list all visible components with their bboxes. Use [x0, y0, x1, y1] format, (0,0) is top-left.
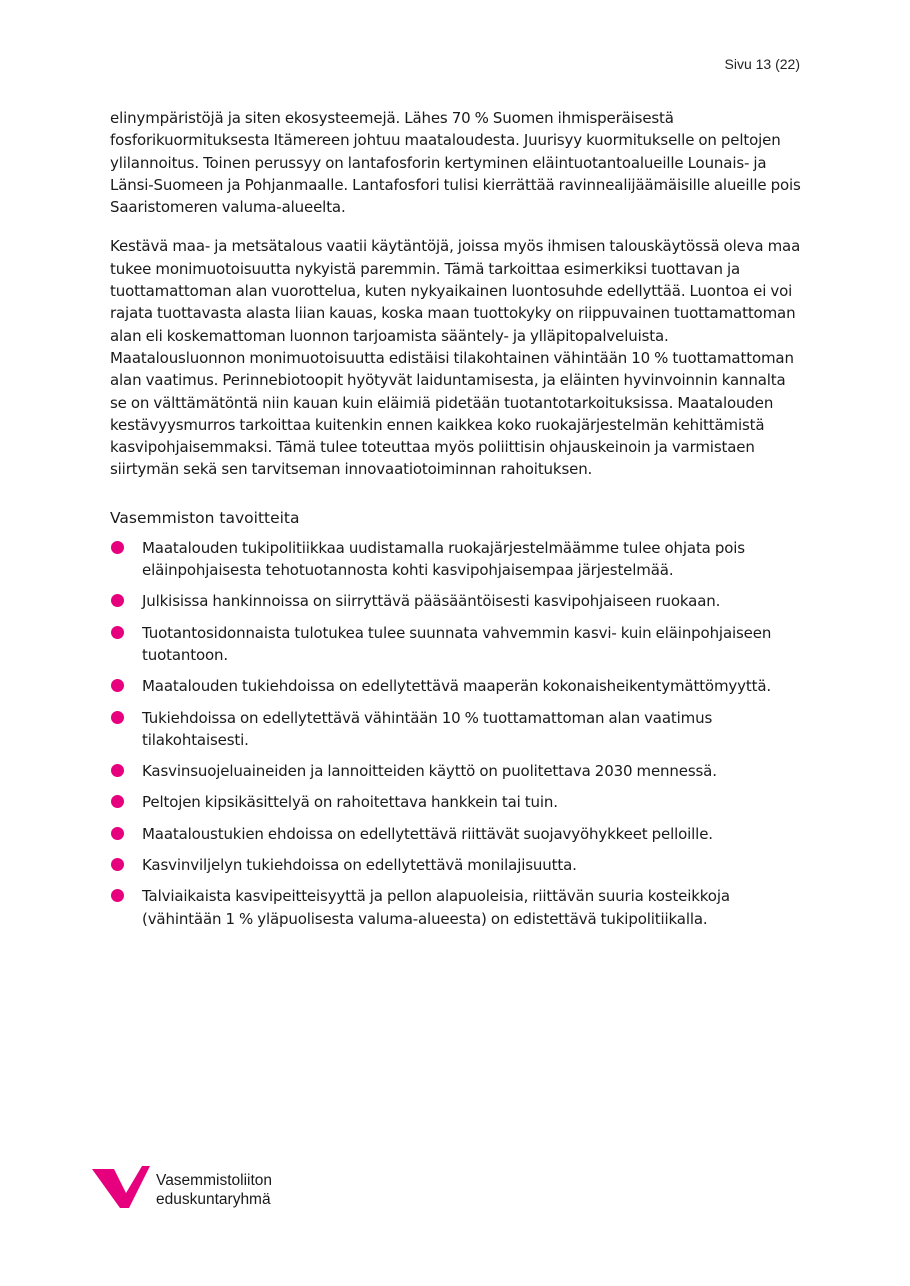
vasemmisto-v-logo-icon	[92, 1166, 150, 1210]
org-name-line1: Vasemmistoliiton	[156, 1172, 273, 1189]
org-name	[156, 1171, 272, 1209]
goals-list	[110, 537, 805, 930]
list-item-text: Kasvinsuojeluaineiden ja lannoitteiden käyttö on puolitettava 2030 mennessä.	[142, 762, 717, 781]
list-item-text: Peltojen kipsikäsittelyä on rahoitettava hankkein tai tuin.	[142, 793, 558, 812]
list-item	[110, 537, 805, 582]
list-item-text: Maatalouden tukipolitiikkaa uudistamalla ruokajärjestelmäämme tulee ohjata pois eläinpohjaisesta tehotuotannosta kohti kasvipohjaisempaa järjestelmää.	[142, 538, 745, 580]
list-item-text: Julkisissa hankinnoissa on siirryttävä pääsääntöisesti kasvipohjaiseen ruokaan.	[142, 592, 721, 611]
paragraph-sustainability: Kestävä maa- ja metsätalous vaatii käytäntöjä, joissa myös ihmisen talouskäytössä oleva maa tukee monimuotoisuutta nykyistä paremmin. Tämä tarkoittaa esimerkiksi tuottavan ja tuottamattoman alan vuorottelua, kuten nykyaikainen luontosuhde edellyttää. Luontoa ei voi rajata tuottavasta alasta liian kauas, koska maan tuottokyky on riippuvainen tuottamattoman alan eli koskemattoman luonnon tarjoamista sääntely- ja ylläpitopalveluista. Maatalousluonnon monimuotoisuutta edistäisi tilakohtainen vähintään 10 % tuottamattoman alan vaatimus. Perinnebiotoopit hyötyvät laiduntamisesta, ja eläinten hyvinvoinnin kannalta se on välttämätöntä niin kauan kuin eläimiä pidetään tuotantotarkoituksissa. Maatalouden kestävyysmurros tarkoittaa kuitenkin ennen kaikkea koko ruokajärjestelmän kehittämistä kasvipohjaisemmaksi. Tämä tulee toteuttaa myös poliittisin ohjauskeinoin ja varmistaen siirtymän sekä sen tarvitseman innovaatiotoiminnan rahoituksen.	[110, 237, 801, 479]
paragraph-intro: elinympäristöjä ja siten ekosysteemejä. Lähes 70 % Suomen ihmisperäisestä fosforikuormituksesta Itämereen johtuu maataloudesta. Juurisyy kuormitukselle on peltojen ylilannoitus. Toinen perussyy on lantafosforin kertyminen eläintuotantoalueille Lounais- ja Länsi-Suomeen ja Pohjanmaalle. Lantafosfori tulisi kierrättää ravinnealijäämäisille alueille pois Saaristomeren valuma-alueelta.	[110, 109, 801, 217]
org-name-line2: eduskuntaryhmä	[156, 1191, 271, 1208]
document-body	[110, 107, 805, 939]
list-item	[110, 675, 805, 697]
list-item	[110, 622, 805, 667]
list-item-text: Kasvinviljelyn tukiehdoissa on edellytettävä monilajisuutta.	[142, 856, 577, 875]
list-item	[110, 707, 805, 752]
bullet-icon	[111, 711, 124, 724]
bullet-icon	[111, 764, 124, 777]
list-item	[110, 885, 805, 930]
bullet-icon	[111, 679, 124, 692]
section-heading-goals: Vasemmiston tavoitteita	[110, 508, 300, 527]
bullet-icon	[111, 594, 124, 607]
bullet-icon	[111, 827, 124, 840]
footer-logo-block	[92, 1166, 272, 1210]
list-item	[110, 854, 805, 876]
list-item-text: Tuotantosidonnaista tulotukea tulee suunnata vahvemmin kasvi- kuin eläinpohjaiseen tuotantoon.	[142, 623, 772, 664]
list-item-text: Talviaikaista kasvipeitteisyyttä ja pellon alapuoleisia, riittävän suuria kosteikkoja (vähintään 1 % yläpuolisesta valuma-alueesta) on edistettävä tukipolitiikalla.	[142, 887, 730, 928]
list-item-text: Maatalouden tukiehdoissa on edellytettävä maaperän kokonaisheikentymättömyyttä.	[142, 677, 772, 696]
bullet-icon	[111, 541, 124, 554]
list-item	[110, 590, 805, 612]
bullet-icon	[111, 889, 124, 902]
list-item	[110, 760, 805, 782]
bullet-icon	[111, 795, 124, 808]
list-item-text: Tukiehdoissa on edellytettävä vähintään 10 % tuottamattoman alan vaatimus tilakohtaisesti.	[142, 708, 713, 749]
list-item-text: Maataloustukien ehdoissa on edellytettävä riittävät suojavyöhykkeet pelloille.	[142, 824, 713, 843]
bullet-icon	[111, 626, 124, 639]
list-item	[110, 823, 805, 845]
page-number: Sivu 13 (22)	[724, 56, 800, 72]
bullet-icon	[111, 858, 124, 871]
list-item	[110, 791, 805, 813]
